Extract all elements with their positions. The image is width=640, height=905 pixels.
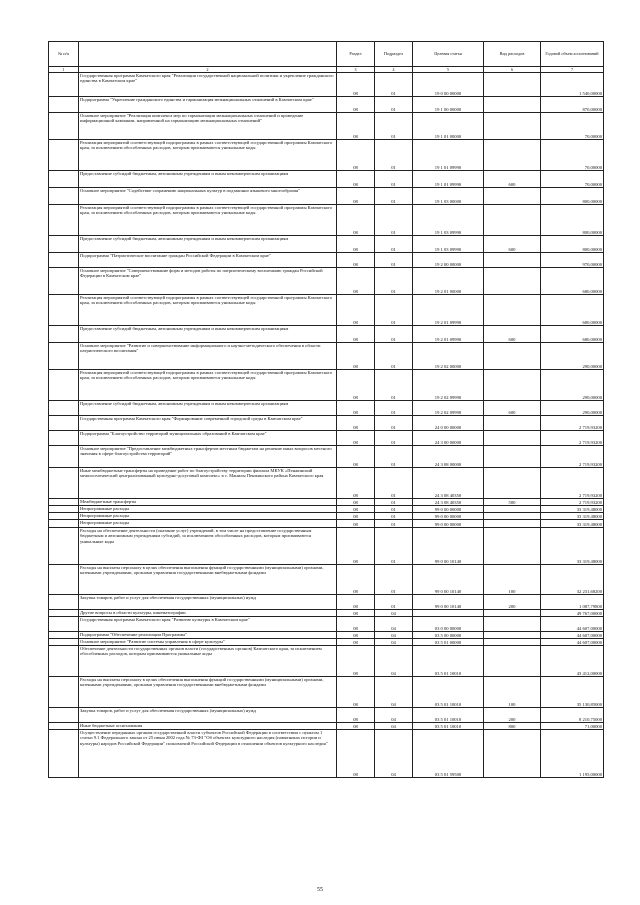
target-article-cell: 03 5 01 00000 <box>413 639 484 646</box>
razdel-cell: 08 <box>337 639 375 646</box>
expense-type-cell <box>484 188 541 205</box>
amount-cell: 33 319,48000 <box>541 506 604 513</box>
row-number-cell <box>49 499 79 506</box>
row-number-cell <box>49 446 79 468</box>
podrazdel-cell: 04 <box>375 632 413 639</box>
razdel-cell: 08 <box>337 253 375 268</box>
target-article-cell: 03 5 01 10010 <box>413 677 484 708</box>
razdel-cell: 08 <box>337 295 375 326</box>
amount-cell: 49 767,00000 <box>541 610 604 617</box>
table-row <box>49 295 604 326</box>
expense-name-cell: Закупка товаров, работ и услуг для обеспечения государственных (муниципальных) нужд <box>79 595 337 610</box>
table-row <box>49 171 604 188</box>
target-article-cell: 99 0 00 10140 <box>413 595 484 610</box>
razdel-cell: 08 <box>337 468 375 499</box>
table-row <box>49 446 604 468</box>
razdel-cell: 08 <box>337 528 375 565</box>
expense-name-cell: Основное мероприятие "Совершенствование форм и методов работы по патриотическому воспитанию граждан Российской Федерации в Камчатском крае" <box>79 268 337 295</box>
col-name-header <box>79 42 337 67</box>
row-number-cell <box>49 416 79 431</box>
expense-type-cell: 600 <box>484 171 541 188</box>
expense-type-cell: 100 <box>484 565 541 595</box>
expense-type-cell: 600 <box>484 326 541 343</box>
amount-cell: 70,00000 <box>541 113 604 140</box>
amount-cell: 43 412,00000 <box>541 646 604 677</box>
razdel-cell: 08 <box>337 632 375 639</box>
target-article-cell: 19 2 02 00000 <box>413 343 484 370</box>
razdel-cell: 08 <box>337 446 375 468</box>
table-row <box>49 431 604 446</box>
target-article-cell: 99 0 00 00000 <box>413 520 484 528</box>
razdel-cell: 08 <box>337 268 375 295</box>
target-article-cell: 19 2 00 00000 <box>413 253 484 268</box>
row-number-cell <box>49 188 79 205</box>
podrazdel-cell: 01 <box>375 513 413 520</box>
row-number-cell <box>49 723 79 730</box>
podrazdel-cell: 01 <box>375 468 413 499</box>
target-article-cell: 03 5 01 59500 <box>413 730 484 778</box>
table-row <box>49 708 604 723</box>
expense-name-cell: Реализация мероприятий соответствующей подпрограммы в рамках соответствующей государственной программы Камчатского края, за исключением обособленных расходов, которым присваиваются уникальные коды <box>79 205 337 236</box>
expense-name-cell: Иные межбюджетные трансферты на проведение работ по благоустройству территории филиала МКУК «Пенжинский межпоселенческий централизованный культурно-досуговый комплекс» в с. Манилы Пенжинского района Камчатского края <box>79 468 337 499</box>
expense-type-cell: 200 <box>484 708 541 723</box>
row-number-cell <box>49 326 79 343</box>
amount-cell: 2 719,93200 <box>541 468 604 499</box>
target-article-cell: 19 2 02 09990 <box>413 401 484 416</box>
table-row <box>49 268 604 295</box>
table-row <box>49 595 604 610</box>
expense-type-cell <box>484 506 541 513</box>
row-number-cell <box>49 632 79 639</box>
table-row <box>49 639 604 646</box>
podrazdel-cell: 01 <box>375 416 413 431</box>
target-article-cell: 03 5 01 10010 <box>413 646 484 677</box>
podrazdel-cell: 01 <box>375 499 413 506</box>
table-row <box>49 610 604 617</box>
row-number-cell <box>49 140 79 171</box>
razdel-cell: 08 <box>337 236 375 253</box>
amount-cell: 680,00000 <box>541 326 604 343</box>
target-article-cell: 99 0 00 10140 <box>413 528 484 565</box>
target-article-cell: 19 1 03 00000 <box>413 188 484 205</box>
expense-name-cell: Подпрограмма "Обеспечение реализации Программы" <box>79 632 337 639</box>
amount-cell: 8 210,75000 <box>541 708 604 723</box>
table-row <box>49 617 604 632</box>
amount-cell: 290,00000 <box>541 370 604 401</box>
row-number-cell <box>49 610 79 617</box>
podrazdel-cell: 01 <box>375 97 413 113</box>
podrazdel-cell: 01 <box>375 326 413 343</box>
amount-cell: 33 319,48000 <box>541 528 604 565</box>
row-number-cell <box>49 97 79 113</box>
podrazdel-cell: 01 <box>375 188 413 205</box>
row-number-cell <box>49 113 79 140</box>
expense-type-cell <box>484 431 541 446</box>
expense-type-cell <box>484 268 541 295</box>
expense-name-cell: Расходы на выплаты персоналу в целях обеспечения выполнения функций государственными (муниципальными) органами, казенными учреждениями, органами управления государственными внебюджетными фондами <box>79 677 337 708</box>
razdel-cell: 08 <box>337 708 375 723</box>
razdel-cell: 08 <box>337 610 375 617</box>
expense-type-cell: 600 <box>484 236 541 253</box>
amount-cell: 680,00000 <box>541 268 604 295</box>
target-article-cell: 19 2 01 09990 <box>413 295 484 326</box>
column-number: 5 <box>413 67 484 73</box>
podrazdel-cell: 04 <box>375 639 413 646</box>
expense-name-cell: Закупка товаров, работ и услуг для обеспечения государственных (муниципальных) нужд <box>79 708 337 723</box>
expense-name-cell: Государственная программа Камчатского края "Формирование современной городской среды в Камчатском крае" <box>79 416 337 431</box>
table-row <box>49 253 604 268</box>
page-number: 55 <box>317 887 323 893</box>
podrazdel-cell: 01 <box>375 140 413 171</box>
header-row <box>49 42 604 67</box>
table-row <box>49 343 604 370</box>
amount-cell: 800,00000 <box>541 236 604 253</box>
table-row <box>49 205 604 236</box>
target-article-cell: 03 5 01 10010 <box>413 723 484 730</box>
razdel-cell: 08 <box>337 140 375 171</box>
column-number: 3 <box>337 67 375 73</box>
target-article-cell: 24 0 00 00000 <box>413 416 484 431</box>
expense-name-cell: Основное мероприятие "Развитие системы управления в сфере культуры" <box>79 639 337 646</box>
razdel-cell: 08 <box>337 520 375 528</box>
podrazdel-cell: 01 <box>375 113 413 140</box>
amount-cell: 800,00000 <box>541 205 604 236</box>
col-amount-header: Годовой объем ассигнований <box>541 42 604 67</box>
amount-cell: 290,00000 <box>541 401 604 416</box>
budget-table-sheet <box>48 41 603 778</box>
column-number: 6 <box>484 67 541 73</box>
table-row <box>49 370 604 401</box>
amount-cell: 44 607,00000 <box>541 639 604 646</box>
row-number-cell <box>49 708 79 723</box>
target-article-cell: 19 1 01 09990 <box>413 140 484 171</box>
expense-name-cell: Подпрограмма "Укрепление гражданского единства и гармонизация межнациональных отношений в Камчатском крае" <box>79 97 337 113</box>
expense-name-cell: Основное мероприятие "Развитие и совершенствование информационного и научно-методического обеспечения в области патриотического воспитания" <box>79 343 337 370</box>
podrazdel-cell: 01 <box>375 520 413 528</box>
podrazdel-cell: 01 <box>375 431 413 446</box>
expense-name-cell: Государственная программа Камчатского края "Реализация государственной национальной политики и укрепление гражданского единства в Камчатском крае" <box>79 73 337 97</box>
table-row <box>49 723 604 730</box>
col-podrazdel-header: Подраздел <box>375 42 413 67</box>
target-article-cell: 19 2 01 09990 <box>413 326 484 343</box>
razdel-cell: 08 <box>337 506 375 513</box>
podrazdel-cell: 04 <box>375 617 413 632</box>
table-row <box>49 73 604 97</box>
table-row <box>49 468 604 499</box>
row-number-cell <box>49 343 79 370</box>
expense-name-cell: Предоставление субсидий бюджетным, автономным учреждениям и иным некоммерческим организациям <box>79 236 337 253</box>
row-number-cell <box>49 528 79 565</box>
expense-name-cell: Расходы на выплаты персоналу в целях обеспечения выполнения функций государственными (муниципальными) органами, казенными учреждениями, органами управления государственными внебюджетными фондами <box>79 565 337 595</box>
row-number-cell <box>49 401 79 416</box>
amount-cell: 2 719,93200 <box>541 499 604 506</box>
table-row <box>49 677 604 708</box>
expense-type-cell: 100 <box>484 677 541 708</box>
table-row <box>49 499 604 506</box>
expense-name-cell: Реализация мероприятий соответствующей подпрограммы в рамках соответствующей государственной программы Камчатского края, за исключением обособленных расходов, которым присваиваются уникальные коды <box>79 370 337 401</box>
target-article-cell: 19 0 00 00000 <box>413 73 484 97</box>
podrazdel-cell: 04 <box>375 646 413 677</box>
podrazdel-cell: 01 <box>375 565 413 595</box>
podrazdel-cell: 01 <box>375 205 413 236</box>
row-number-cell <box>49 171 79 188</box>
razdel-cell: 08 <box>337 595 375 610</box>
expense-type-cell: 200 <box>484 595 541 610</box>
podrazdel-cell: 01 <box>375 171 413 188</box>
expense-name-cell: Непрограммные расходы <box>79 520 337 528</box>
amount-cell: 70,00000 <box>541 171 604 188</box>
podrazdel-cell: 01 <box>375 236 413 253</box>
target-article-cell: 19 1 00 00000 <box>413 97 484 113</box>
expense-name-cell: Предоставление субсидий бюджетным, автономным учреждениям и иным некоммерческим организациям <box>79 171 337 188</box>
amount-cell: 33 319,48000 <box>541 520 604 528</box>
column-number: 2 <box>79 67 337 73</box>
razdel-cell: 08 <box>337 171 375 188</box>
razdel-cell: 08 <box>337 677 375 708</box>
target-article-cell: 03 5 00 00000 <box>413 632 484 639</box>
razdel-cell: 08 <box>337 646 375 677</box>
table-row <box>49 565 604 595</box>
amount-cell: 32 231,68200 <box>541 565 604 595</box>
razdel-cell: 08 <box>337 617 375 632</box>
razdel-cell: 08 <box>337 343 375 370</box>
amount-cell: 44 607,00000 <box>541 617 604 632</box>
expense-name-cell: Другие вопросы в области культуры, кинематографии <box>79 610 337 617</box>
row-number-cell <box>49 253 79 268</box>
razdel-cell: 08 <box>337 730 375 778</box>
col-no-header: № п/п <box>49 42 79 67</box>
row-number-cell <box>49 520 79 528</box>
podrazdel-cell: 01 <box>375 506 413 513</box>
expense-type-cell <box>484 140 541 171</box>
row-number-cell <box>49 268 79 295</box>
expense-name-cell: Подпрограмма "Благоустройство территорий муниципальных образований в Камчатском крае" <box>79 431 337 446</box>
expense-name-cell: Предоставление субсидий бюджетным, автономным учреждениям и иным некоммерческим организациям <box>79 326 337 343</box>
expense-name-cell: Предоставление субсидий бюджетным, автономным учреждениям и иным некоммерческим организациям <box>79 401 337 416</box>
amount-cell: 33 319,48000 <box>541 513 604 520</box>
expense-type-cell <box>484 520 541 528</box>
amount-cell: 1 087,79800 <box>541 595 604 610</box>
expense-name-cell: Основное мероприятие "Содействие сохранению национальных культур в подзаконно языкового многообразия" <box>79 188 337 205</box>
amount-cell: 870,00000 <box>541 97 604 113</box>
table-row <box>49 236 604 253</box>
podrazdel-cell: 04 <box>375 677 413 708</box>
expense-type-cell <box>484 632 541 639</box>
expense-name-cell: Основное мероприятие "Предоставление межбюджетных трансфертов местным бюджетам на решение иных вопросов местного значения в сфере благоустройства территорий" <box>79 446 337 468</box>
row-number-cell <box>49 646 79 677</box>
expense-type-cell <box>484 528 541 565</box>
expense-type-cell <box>484 73 541 97</box>
expense-name-cell: Реализация мероприятий соответствующей подпрограммы в рамках соответствующей государственной программы Камчатского края, за исключением обособленных расходов, которым присваиваются уникальные коды <box>79 140 337 171</box>
target-article-cell: 24 3 08 40350 <box>413 499 484 506</box>
razdel-cell: 08 <box>337 401 375 416</box>
expense-type-cell <box>484 416 541 431</box>
row-number-cell <box>49 617 79 632</box>
razdel-cell: 08 <box>337 431 375 446</box>
row-number-cell <box>49 468 79 499</box>
budget-table <box>48 41 604 778</box>
table-row <box>49 513 604 520</box>
target-article-cell: 19 1 03 09990 <box>413 236 484 253</box>
expense-type-cell <box>484 253 541 268</box>
col-razdel-header: Раздел <box>337 42 375 67</box>
target-article-cell: 19 2 01 00000 <box>413 268 484 295</box>
expense-type-cell <box>484 343 541 370</box>
expense-type-cell <box>484 513 541 520</box>
razdel-cell: 08 <box>337 113 375 140</box>
razdel-cell: 08 <box>337 565 375 595</box>
table-row <box>49 528 604 565</box>
table-row <box>49 520 604 528</box>
expense-type-cell <box>484 370 541 401</box>
podrazdel-cell: 01 <box>375 268 413 295</box>
table-row <box>49 113 604 140</box>
podrazdel-cell: 01 <box>375 343 413 370</box>
razdel-cell: 08 <box>337 499 375 506</box>
razdel-cell: 08 <box>337 723 375 730</box>
table-body <box>49 73 604 778</box>
target-article-cell: 99 0 00 00000 <box>413 506 484 513</box>
razdel-cell: 08 <box>337 416 375 431</box>
expense-name-cell: Основное мероприятие "Реализация комплекса мер по гармонизации межнациональных отношений и проведение информационной кампании, направленной на гармонизацию межнациональных отношений" <box>79 113 337 140</box>
expense-name-cell: Государственная программа Камчатского края "Развитие культуры в Камчатском крае" <box>79 617 337 632</box>
row-number-cell <box>49 677 79 708</box>
target-article-cell: 19 1 01 00000 <box>413 113 484 140</box>
column-number: 7 <box>541 67 604 73</box>
row-number-cell <box>49 565 79 595</box>
razdel-cell: 08 <box>337 370 375 401</box>
row-number-cell <box>49 506 79 513</box>
podrazdel-cell: 04 <box>375 708 413 723</box>
podrazdel-cell: 04 <box>375 610 413 617</box>
row-number-cell <box>49 513 79 520</box>
table-row <box>49 416 604 431</box>
razdel-cell: 08 <box>337 513 375 520</box>
expense-name-cell: Осуществление переданных органам государственной власти субъектов Российской Федерации в соответствии с пунктом 1 статьи 9.1 Федерального закона от 25 июня 2002 года № 73-ФЗ "Об объектах культурного наследия (памятниках истории и культуры) народов Российской Федерации" полномочий Российской Федерации в отношении объектов культурного наследия" <box>79 730 337 778</box>
amount-cell: 2 719,93200 <box>541 431 604 446</box>
razdel-cell: 08 <box>337 326 375 343</box>
table-row <box>49 188 604 205</box>
target-article-cell <box>413 610 484 617</box>
row-number-cell <box>49 73 79 97</box>
amount-cell: 2 719,93200 <box>541 416 604 431</box>
row-number-cell <box>49 639 79 646</box>
row-number-cell <box>49 370 79 401</box>
expense-type-cell <box>484 730 541 778</box>
amount-cell: 71,00000 <box>541 723 604 730</box>
amount-cell: 800,00000 <box>541 188 604 205</box>
expense-type-cell <box>484 113 541 140</box>
expense-type-cell <box>484 639 541 646</box>
expense-type-cell <box>484 446 541 468</box>
razdel-cell: 08 <box>337 97 375 113</box>
podrazdel-cell: 04 <box>375 730 413 778</box>
row-number-cell <box>49 730 79 778</box>
target-article-cell: 99 0 00 00000 <box>413 513 484 520</box>
table-row <box>49 140 604 171</box>
expense-name-cell: Расходы на обеспечение деятельности (оказание услуг) учреждений, в том числе на предоставление государственным бюджетным и автономным учреждениям субсидий, за исключением обособленных расходов, которым присваиваются уникальные коды <box>79 528 337 565</box>
amount-cell: 1 195,00000 <box>541 730 604 778</box>
expense-name-cell: Непрограммные расходы <box>79 513 337 520</box>
expense-type-cell <box>484 295 541 326</box>
column-number: 1 <box>49 67 79 73</box>
expense-type-cell <box>484 97 541 113</box>
amount-cell: 35 130,85000 <box>541 677 604 708</box>
expense-type-cell <box>484 617 541 632</box>
row-number-cell <box>49 205 79 236</box>
expense-type-cell <box>484 610 541 617</box>
column-number: 4 <box>375 67 413 73</box>
razdel-cell: 08 <box>337 188 375 205</box>
col-target-article-header: Целевая статья <box>413 42 484 67</box>
expense-type-cell <box>484 468 541 499</box>
col-expense-type-header: Вид расходов <box>484 42 541 67</box>
amount-cell: 1 540,00000 <box>541 73 604 97</box>
amount-cell: 2 719,93200 <box>541 446 604 468</box>
target-article-cell: 03 5 01 10010 <box>413 708 484 723</box>
expense-name-cell: Подпрограмма "Патриотическое воспитание граждан Российской Федерации в Камчатском крае" <box>79 253 337 268</box>
razdel-cell: 08 <box>337 205 375 236</box>
target-article-cell: 99 0 00 10140 <box>413 565 484 595</box>
amount-cell: 44 607,00000 <box>541 632 604 639</box>
expense-type-cell: 800 <box>484 723 541 730</box>
amount-cell: 970,00000 <box>541 253 604 268</box>
expense-type-cell: 500 <box>484 499 541 506</box>
podrazdel-cell: 01 <box>375 528 413 565</box>
table-row <box>49 326 604 343</box>
podrazdel-cell: 04 <box>375 723 413 730</box>
podrazdel-cell: 01 <box>375 295 413 326</box>
podrazdel-cell: 01 <box>375 73 413 97</box>
target-article-cell: 24 3 08 00000 <box>413 446 484 468</box>
target-article-cell: 24 3 00 00000 <box>413 431 484 446</box>
table-row <box>49 632 604 639</box>
podrazdel-cell: 01 <box>375 446 413 468</box>
table-row <box>49 506 604 513</box>
table-row <box>49 646 604 677</box>
expense-name-cell: Непрограммные расходы <box>79 506 337 513</box>
target-article-cell: 19 2 02 09990 <box>413 370 484 401</box>
expense-name-cell: Межбюджетные трансферты <box>79 499 337 506</box>
podrazdel-cell: 01 <box>375 370 413 401</box>
podrazdel-cell: 01 <box>375 253 413 268</box>
row-number-cell <box>49 236 79 253</box>
table-row <box>49 730 604 778</box>
target-article-cell: 19 1 01 09990 <box>413 171 484 188</box>
row-number-cell <box>49 295 79 326</box>
razdel-cell: 08 <box>337 73 375 97</box>
amount-cell: 680,00000 <box>541 295 604 326</box>
podrazdel-cell: 01 <box>375 595 413 610</box>
table-row <box>49 97 604 113</box>
expense-type-cell: 600 <box>484 401 541 416</box>
expense-name-cell: Реализация мероприятий соответствующей подпрограммы в рамках соответствующей государственной программы Камчатского края, за исключением обособленных расходов, которым присваиваются уникальные коды <box>79 295 337 326</box>
row-number-cell <box>49 595 79 610</box>
target-article-cell: 24 3 08 40350 <box>413 468 484 499</box>
amount-cell: 70,00000 <box>541 140 604 171</box>
expense-type-cell <box>484 205 541 236</box>
expense-name-cell: Иные бюджетные ассигнования <box>79 723 337 730</box>
row-number-cell <box>49 431 79 446</box>
table-row <box>49 401 604 416</box>
target-article-cell: 19 1 03 09990 <box>413 205 484 236</box>
expense-type-cell <box>484 646 541 677</box>
target-article-cell: 03 0 00 00000 <box>413 617 484 632</box>
podrazdel-cell: 01 <box>375 401 413 416</box>
amount-cell: 290,00000 <box>541 343 604 370</box>
expense-name-cell: Обеспечение деятельности государственных органов власти (государственных органов) Камчатского края, за исключением обособленных расходов, которым присваиваются уникальные коды <box>79 646 337 677</box>
